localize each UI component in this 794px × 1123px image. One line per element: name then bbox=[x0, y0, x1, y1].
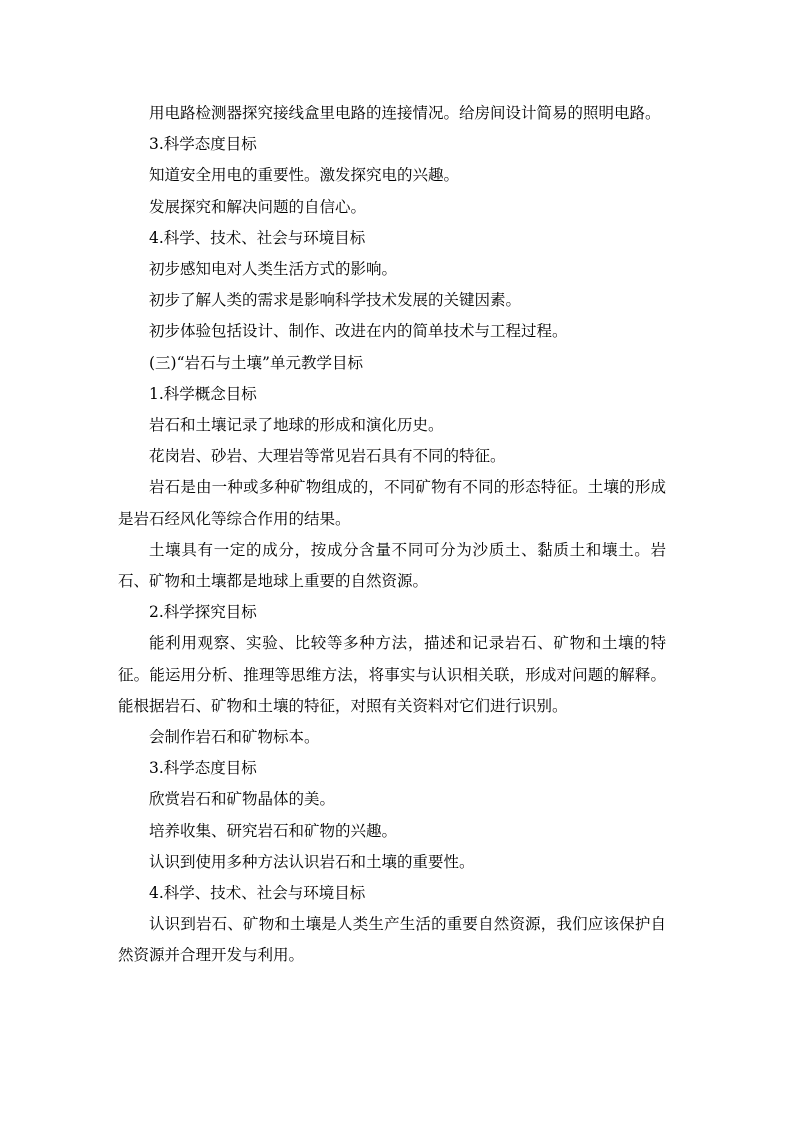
paragraph-electricity-safety: 知道安全用电的重要性。激发探究电的兴趣。 bbox=[149, 166, 460, 185]
paragraph-electricity-impact: 初步感知电对人类生活方式的影响。 bbox=[149, 260, 398, 279]
paragraph-rock-minerals: 岩石是由一种或多种矿物组成的，不同矿物有不同的形态特征。土壤的形成是岩石经风化等综合作用的结果。 bbox=[118, 478, 666, 528]
paragraph-soil-composition: 土壤具有一定的成分，按成分含量不同可分为沙质土、黏质土和壤土。岩石、矿物和土壤都是地球上重要的自然资源。 bbox=[118, 540, 666, 591]
paragraph-confidence: 发展探究和解决问题的自信心。 bbox=[149, 197, 367, 216]
heading-science-concept-goals: 1.科学概念目标 bbox=[149, 384, 257, 403]
paragraph-multiple-methods: 认识到使用多种方法认识岩石和土壤的重要性。 bbox=[149, 852, 475, 871]
paragraph-engineering-process: 初步体验包括设计、制作、改进在内的简单技术与工程过程。 bbox=[149, 322, 568, 341]
heading-sts-goals: 4.科学、技术、社会与环境目标 bbox=[149, 228, 366, 247]
paragraph-inquiry-methods: 能利用观察、实验、比较等多种方法，描述和记录岩石、矿物和土壤的特征。能运用分析、推理等思维方法，将事实与认识相关联，形成对问题的解释。能根据岩石、矿物和土壤的特征，对照有关资料对它们进行识别。 bbox=[118, 634, 666, 715]
paragraph-crystal-beauty: 欣赏岩石和矿物晶体的美。 bbox=[149, 790, 336, 809]
heading-rocks-soil-unit: (三)“岩石与土壤”单元教学目标 bbox=[149, 353, 363, 372]
paragraph-human-needs: 初步了解人类的需求是影响科学技术发展的关键因素。 bbox=[149, 291, 522, 310]
paragraph-natural-resources: 认识到岩石、矿物和土壤是人类生产生活的重要自然资源，我们应该保护自然资源并合理开发与利用。 bbox=[118, 915, 666, 965]
heading-sts-goals-2: 4.科学、技术、社会与环境目标 bbox=[149, 884, 366, 903]
heading-science-inquiry-goals: 2.科学探究目标 bbox=[149, 603, 257, 622]
paragraph-collecting-interest: 培养收集、研究岩石和矿物的兴趣。 bbox=[149, 821, 398, 840]
paragraph-circuit-design: 用电路检测器探究接线盒里电路的连接情况。给房间设计简易的照明电路。 bbox=[149, 104, 661, 122]
paragraph-specimens: 会制作岩石和矿物标本。 bbox=[149, 728, 320, 747]
heading-science-attitude-goals: 3.科学态度目标 bbox=[149, 135, 257, 154]
paragraph-common-rocks: 花岗岩、砂岩、大理岩等常见岩石具有不同的特征。 bbox=[149, 447, 506, 466]
heading-science-attitude-goals-2: 3.科学态度目标 bbox=[149, 759, 257, 778]
paragraph-earth-history: 岩石和土壤记录了地球的形成和演化历史。 bbox=[149, 416, 444, 435]
